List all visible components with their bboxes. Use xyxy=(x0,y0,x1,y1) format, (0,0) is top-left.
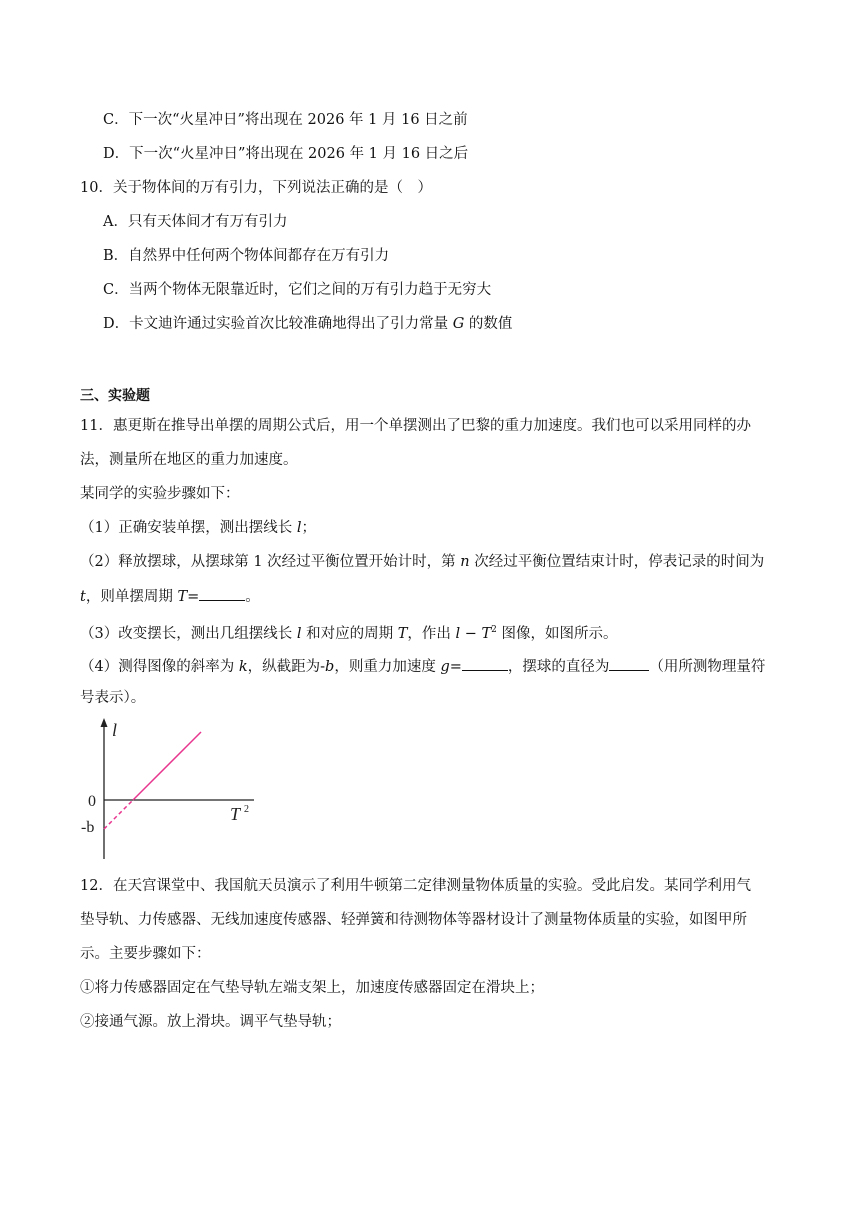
q11-step4-mid1: ，纵截距为- xyxy=(247,659,326,675)
x-axis-label-sup: 2 xyxy=(244,804,249,815)
q11-step4-mid2: ，则重力加速度 xyxy=(334,659,441,675)
q11-step3-end: 图像，如图所示。 xyxy=(496,626,618,642)
q12-step1: ①将力传感器固定在气垫导轨左端支架上，加速度传感器固定在滑块上； xyxy=(80,980,544,996)
intercept-label: -b xyxy=(81,819,95,836)
q10-option-b: B．自然界中任何两个物体间都存在万有引力 xyxy=(103,248,390,264)
q11-step4-end: （用所测物理量符 xyxy=(649,659,766,675)
q11-step2-line2 xyxy=(80,586,260,607)
q11-stem-line1: 11．惠更斯在推导出单摆的周期公式后，用一个单摆测出了巴黎的重力加速度。我们也可以采用同样的办 xyxy=(80,418,751,434)
q12-stem-line2: 垫导轨、力传感器、无线加速度传感器、轻弹簧和待测物体等器材设计了测量物体质量的实验，如图甲所 xyxy=(80,912,747,928)
q10-option-c: C．当两个物体无限靠近时，它们之间的万有引力趋于无穷大 xyxy=(103,282,492,298)
q11-step4-line2: 号表示）。 xyxy=(80,690,146,706)
q11-step4-eq: = xyxy=(449,659,462,675)
q11-step2-end: 。 xyxy=(245,589,260,605)
q11-step4-var-b: b xyxy=(325,659,335,675)
q10-option-d xyxy=(103,314,512,334)
q11-step2-text: （2）释放摆球，从摆球第 1 次经过平衡位置开始计时，第 xyxy=(80,554,461,570)
graph-dashed-line xyxy=(104,800,133,829)
l-t2-graph xyxy=(78,716,268,866)
q11-step2-mid: ，则单摆周期 xyxy=(85,589,178,605)
section-heading: 三、实验题 xyxy=(80,388,150,404)
q11-step4-text: （4）测得图像的斜率为 xyxy=(80,659,239,675)
q11-step4-mid3: ，摆球的直径为 xyxy=(507,659,610,675)
q11-step3-mid2: ，作出 xyxy=(407,626,456,642)
q10-option-a: A．只有天体间才有万有引力 xyxy=(103,214,288,230)
q12-stem-line3: 示。主要步骤如下： xyxy=(80,946,211,962)
q11-step3-graph-sup: 2 xyxy=(491,625,497,635)
q11-step3-var-l: l xyxy=(296,626,302,642)
answer-blank-gravity[interactable] xyxy=(462,656,508,671)
q10-stem: 10．关于物体间的万有引力，下列说法正确的是（ ） xyxy=(80,180,432,196)
q11-step3-mid1: 和对应的周期 xyxy=(301,626,398,642)
q11-step2-line1 xyxy=(80,552,764,572)
q11-step3-var-T: T xyxy=(397,626,408,642)
q11-step1-var: l xyxy=(296,520,302,536)
graph-solid-line xyxy=(133,732,201,800)
q11-step3-graph-l: l xyxy=(455,626,461,642)
q11-stem-line2: 法，测量所在地区的重力加速度。 xyxy=(80,452,298,468)
q11-step3-graph-T: T xyxy=(481,626,492,642)
q11-step2-eq: = xyxy=(187,589,200,605)
q11-step2-var-n: n xyxy=(460,554,470,570)
q11-step2-var-t: t xyxy=(80,589,86,605)
q10-option-d-var: G xyxy=(452,316,465,332)
q11-step2-text-end: 次经过平衡位置结束计时，停表记录的时间为 xyxy=(469,554,765,570)
q11-step4-var-k: k xyxy=(238,659,248,675)
q11-step4-var-g: g xyxy=(440,659,450,675)
y-axis-arrow-icon xyxy=(101,718,108,727)
q11-step3-graph-dash: − xyxy=(460,626,482,642)
q12-stem-line1: 12．在天宫课堂中、我国航天员演示了利用牛顿第二定律测量物体质量的实验。受此启发。某同学利用气 xyxy=(80,878,751,894)
origin-label: 0 xyxy=(88,793,96,810)
q11-step1-end: ； xyxy=(301,520,316,536)
q11-step4 xyxy=(80,656,765,677)
q11-step2-var-T: T xyxy=(177,589,188,605)
q9-option-d: D．下一次“火星冲日”将出现在 2026 年 1 月 16 日之后 xyxy=(103,146,469,162)
q11-intro: 某同学的实验步骤如下： xyxy=(80,486,240,502)
q12-step2: ②接通气源。放上滑块。调平气垫导轨； xyxy=(80,1014,341,1030)
q11-step3 xyxy=(80,620,618,644)
q11-step1-text: （1）正确安装单摆，测出摆线长 xyxy=(80,520,297,536)
q11-step1 xyxy=(80,518,316,538)
x-axis-label: T xyxy=(230,804,241,824)
q9-option-c: C．下一次“火星冲日”将出现在 2026 年 1 月 16 日之前 xyxy=(103,112,468,128)
answer-blank-diameter[interactable] xyxy=(609,656,649,671)
answer-blank-period[interactable] xyxy=(199,586,245,601)
q11-step3-text: （3）改变摆长，测出几组摆线长 xyxy=(80,626,297,642)
y-axis-label: l xyxy=(112,720,118,740)
q10-option-d-end: 的数值 xyxy=(464,316,513,332)
q10-option-d-text: D．卡文迪许通过实验首次比较准确地得出了引力常量 xyxy=(103,316,453,332)
